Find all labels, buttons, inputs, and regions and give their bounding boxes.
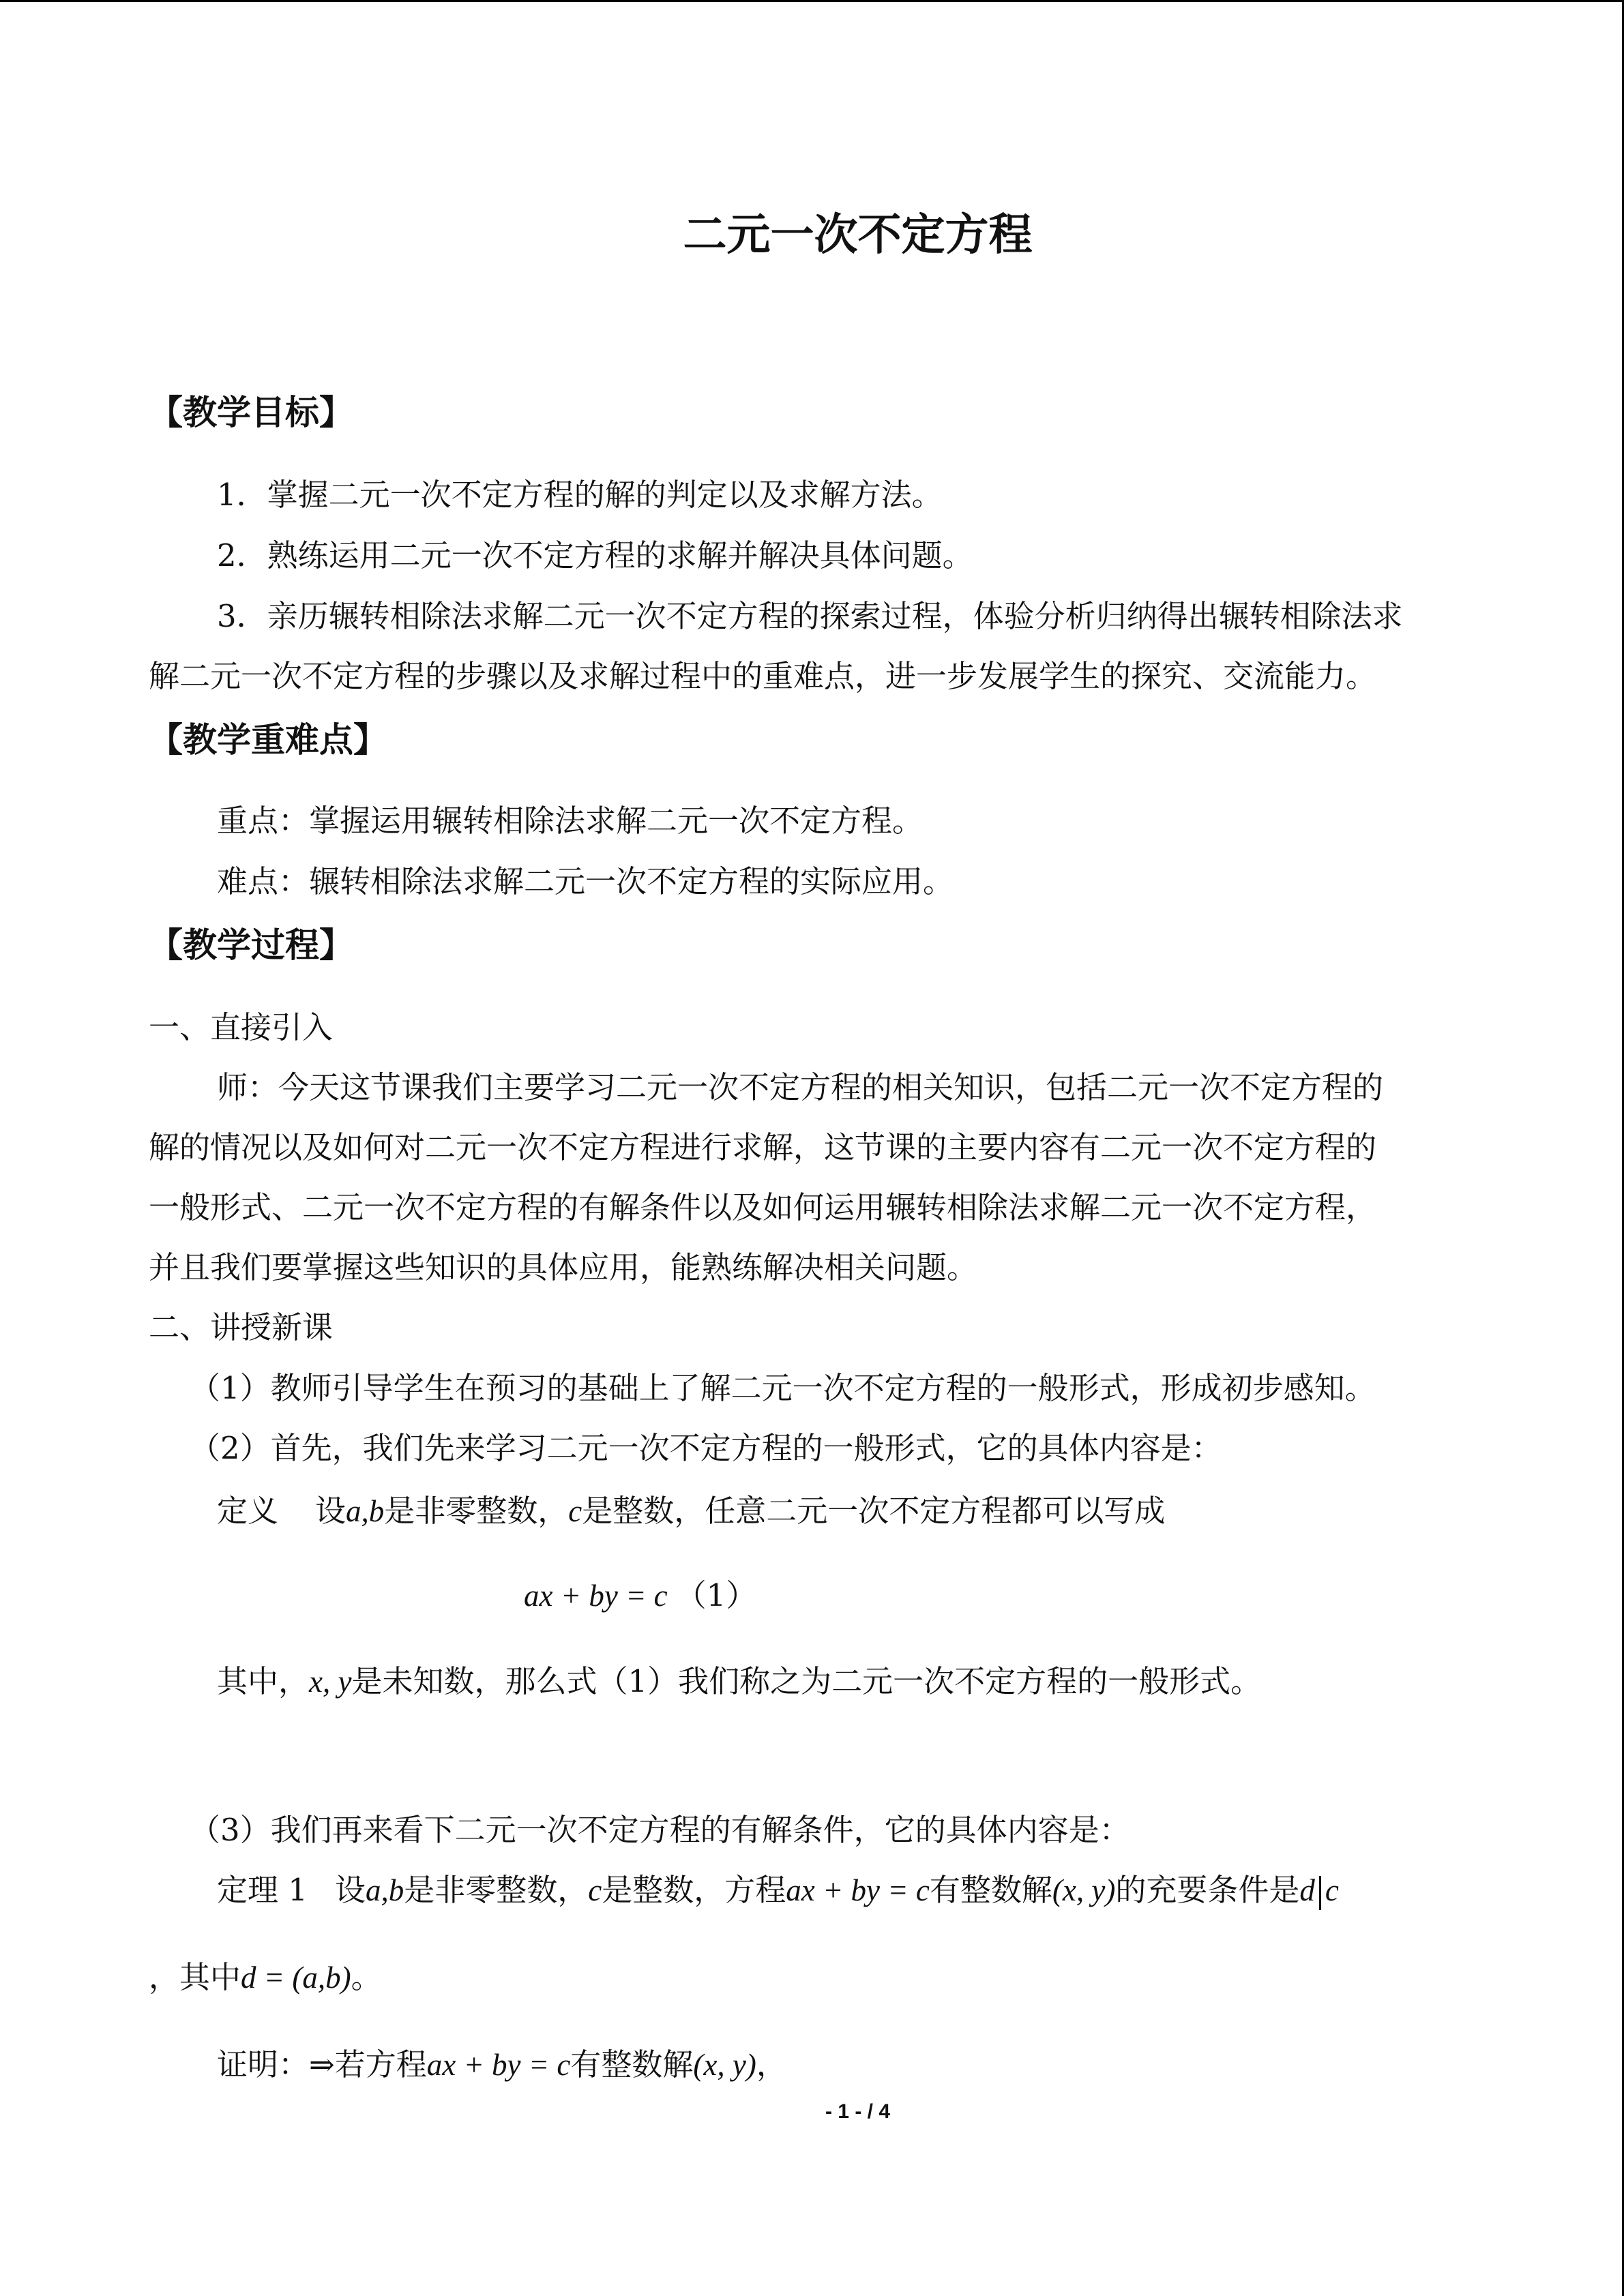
goal-item-1: 1．掌握二元一次不定方程的解的判定以及求解方法。 xyxy=(217,477,943,513)
theorem-text-3: 是整数，方程 xyxy=(602,1872,786,1908)
proof-equation: ax + by = c xyxy=(426,2048,571,2082)
where-text-2: 是未知数，那么式（1）我们称之为二元一次不定方程的一般形式。 xyxy=(351,1663,1262,1699)
definition-line xyxy=(217,1491,1165,1532)
theorem-text-2: 是非零整数， xyxy=(404,1872,589,1908)
where-line xyxy=(217,1661,1261,1702)
proof-text-2: 有整数解 xyxy=(570,2046,694,2083)
goal-item-2: 2．熟练运用二元一次不定方程的求解并解决具体问题。 xyxy=(217,537,973,573)
equation-formula: ax + by = c xyxy=(524,1579,668,1613)
theorem-xy: (x, y) xyxy=(1052,1873,1116,1907)
difficulty-text: 难点：辗转相除法求解二元一次不定方程的实际应用。 xyxy=(217,863,954,899)
divides-bar xyxy=(1319,1876,1321,1910)
where-text-1: 其中， xyxy=(217,1663,310,1699)
proof-xy: (x, y) xyxy=(693,2048,756,2082)
part1-line-4: 并且我们要掌握这些知识的具体应用，能熟练解决相关问题。 xyxy=(149,1249,978,1285)
theorem-label: 定理 1 xyxy=(217,1872,308,1908)
theorem-cont-text-2: 。 xyxy=(351,1959,382,1995)
proof-text-1: 证明：⇒若方程 xyxy=(217,2046,427,2083)
theorem-line xyxy=(217,1870,1339,1911)
definition-label: 定义 xyxy=(217,1493,279,1529)
step-2: （2）首先，我们先来学习二元一次不定方程的一般形式，它的具体内容是： xyxy=(190,1430,1222,1466)
theorem-c: c xyxy=(588,1873,602,1907)
theorem-c2: c xyxy=(1325,1873,1339,1907)
equation-line xyxy=(524,1575,756,1616)
definition-text-1: 设 xyxy=(315,1493,346,1529)
theorem-cont-line xyxy=(149,1957,382,1998)
part1-line-3: 一般形式、二元一次不定方程的有解条件以及如何运用辗转相除法求解二元一次不定方程， xyxy=(149,1189,1377,1225)
goal-item-3: 3．亲历辗转相除法求解二元一次不定方程的探索过程，体验分析归纳得出辗转相除法求 xyxy=(217,598,1403,634)
document-title: 二元一次不定方程 xyxy=(683,210,1033,260)
theorem-equation: ax + by = c xyxy=(786,1873,930,1907)
theorem-cont-text-1: ，其中 xyxy=(149,1959,241,1995)
heading-goals: 【教学目标】 xyxy=(149,393,353,432)
equation-tag: （1） xyxy=(675,1577,757,1613)
heading-process: 【教学过程】 xyxy=(149,925,353,965)
part1-line-2: 解的情况以及如何对二元一次不定方程进行求解，这节课的主要内容有二元一次不定方程的 xyxy=(149,1129,1377,1165)
focus-text: 重点：掌握运用辗转相除法求解二元一次不定方程。 xyxy=(217,803,924,839)
part2-title: 二、讲授新课 xyxy=(149,1309,334,1345)
part1-line-1: 师：今天这节课我们主要学习二元一次不定方程的相关知识，包括二元一次不定方程的 xyxy=(217,1069,1384,1105)
definition-ab: a,b xyxy=(346,1494,385,1528)
definition-c: c xyxy=(568,1494,582,1528)
proof-text-3: ， xyxy=(756,2046,787,2083)
definition-text-3: 是整数，任意二元一次不定方程都可以写成 xyxy=(582,1493,1166,1529)
theorem-cont-formula: d = (a,b) xyxy=(241,1960,351,1995)
step-1: （1）教师引导学生在预习的基础上了解二元一次不定方程的一般形式，形成初步感知。 xyxy=(190,1370,1376,1406)
heading-key-points: 【教学重难点】 xyxy=(149,720,387,760)
part1-title: 一、直接引入 xyxy=(149,1009,334,1045)
goal-item-3-cont: 解二元一次不定方程的步骤以及求解过程中的重难点，进一步发展学生的探究、交流能力。 xyxy=(149,658,1377,694)
page-border-top xyxy=(0,0,1624,2)
step-3: （3）我们再来看下二元一次不定方程的有解条件，它的具体内容是： xyxy=(190,1812,1130,1848)
page-number: - 1 - / 4 xyxy=(825,2100,891,2123)
theorem-text-5: 的充要条件是 xyxy=(1115,1872,1300,1908)
theorem-ab: a,b xyxy=(365,1873,404,1907)
definition-text-2: 是非零整数， xyxy=(384,1493,569,1529)
theorem-text-4: 有整数解 xyxy=(929,1872,1052,1908)
where-xy: x, y xyxy=(309,1665,352,1699)
theorem-text-1: 设 xyxy=(334,1872,366,1908)
proof-line xyxy=(217,2044,787,2085)
theorem-d: d xyxy=(1299,1873,1315,1907)
